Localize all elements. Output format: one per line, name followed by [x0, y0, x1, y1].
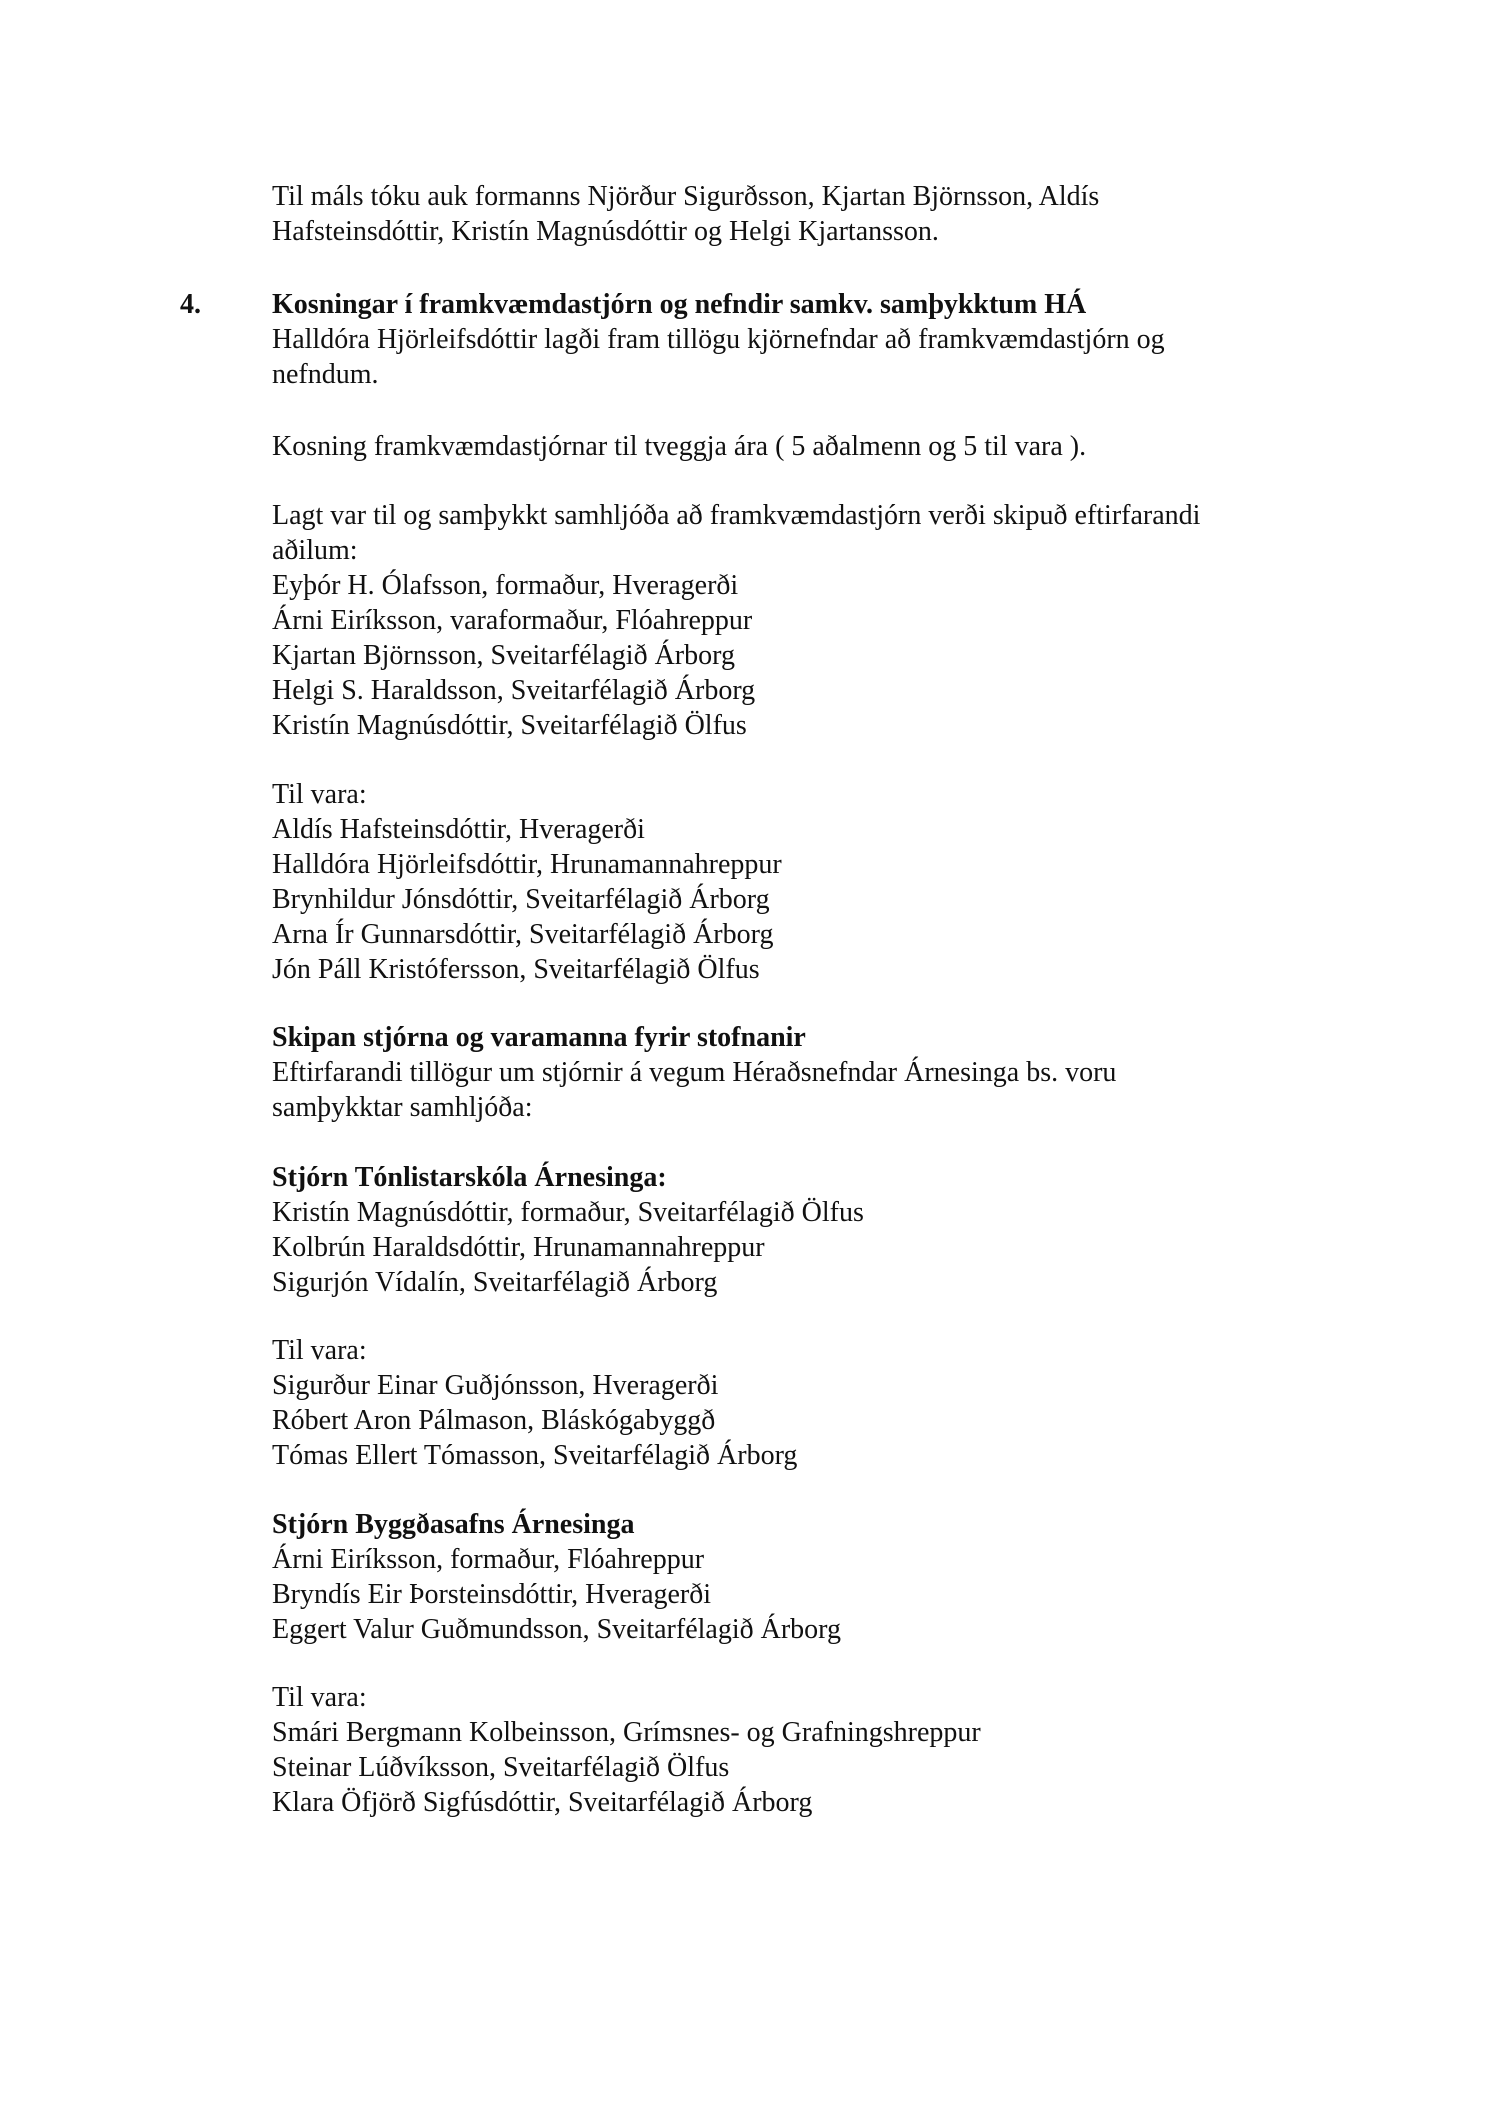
member-line: Aldís Hafsteinsdóttir, Hveragerði	[272, 814, 645, 845]
member-line: Kristín Magnúsdóttir, Sveitarfélagið Ölfus	[272, 710, 747, 741]
skipan-text-line: Eftirfarandi tillögur um stjórnir á vegum Héraðsnefndar Árnesinga bs. voru	[272, 1057, 1117, 1088]
member-line: Róbert Aron Pálmason, Bláskógabyggð	[272, 1405, 716, 1436]
framkvaemdastjorn-list	[272, 498, 1372, 743]
til-vara-label: Til vara:	[272, 1682, 367, 1713]
member-line: Sigurjón Vídalín, Sveitarfélagið Árborg	[272, 1267, 718, 1298]
byggdasafn-vara-list	[272, 1680, 1372, 1820]
member-line: Kolbrún Haraldsdóttir, Hrunamannahreppur	[272, 1232, 765, 1263]
tonlistarskoli-section	[272, 1160, 1372, 1300]
kosning-paragraph	[272, 429, 1372, 464]
member-line: Halldóra Hjörleifsdóttir, Hrunamannahreppur	[272, 849, 782, 880]
member-line: Kjartan Björnsson, Sveitarfélagið Árborg	[272, 640, 735, 671]
member-line: Árni Eiríksson, formaður, Flóahreppur	[272, 1544, 705, 1575]
section-4	[272, 287, 1372, 392]
member-line: Tómas Ellert Tómasson, Sveitarfélagið Árborg	[272, 1440, 798, 1471]
intro-line: Hafsteinsdóttir, Kristín Magnúsdóttir og Helgi Kjartansson.	[272, 216, 939, 247]
intro-line: Til máls tóku auk formanns Njörður Sigurðsson, Kjartan Björnsson, Aldís	[272, 181, 1100, 212]
section-text-line: nefndum.	[272, 359, 379, 390]
member-line: Bryndís Eir Þorsteinsdóttir, Hveragerði	[272, 1579, 712, 1610]
byggdasafn-section	[272, 1507, 1372, 1647]
framkvaemdastjorn-vara-list	[272, 777, 1372, 987]
kosning-line: Kosning framkvæmdastjórnar til tveggja ára ( 5 aðalmenn og 5 til vara ).	[272, 431, 1087, 462]
member-line: Brynhildur Jónsdóttir, Sveitarfélagið Árborg	[272, 884, 770, 915]
til-vara-label: Til vara:	[272, 779, 367, 810]
intro-paragraph	[272, 179, 1372, 249]
byggdasafn-heading: Stjórn Byggðasafns Árnesinga	[272, 1509, 635, 1540]
tonlistarskoli-vara-list	[272, 1333, 1372, 1473]
skipan-heading: Skipan stjórna og varamanna fyrir stofnanir	[272, 1022, 806, 1053]
member-line: Klara Öfjörð Sigfúsdóttir, Sveitarfélagið Árborg	[272, 1787, 813, 1818]
section-number: 4.	[180, 289, 201, 320]
member-line: Steinar Lúðvíksson, Sveitarfélagið Ölfus	[272, 1752, 730, 1783]
member-line: Árni Eiríksson, varaformaður, Flóahreppur	[272, 605, 753, 636]
member-line: Jón Páll Kristófersson, Sveitarfélagið Ölfus	[272, 954, 760, 985]
member-line: Helgi S. Haraldsson, Sveitarfélagið Árborg	[272, 675, 756, 706]
skipan-text-line: samþykktar samhljóða:	[272, 1092, 533, 1123]
member-line: Arna Ír Gunnarsdóttir, Sveitarfélagið Árborg	[272, 919, 774, 950]
member-line: Kristín Magnúsdóttir, formaður, Sveitarfélagið Ölfus	[272, 1197, 864, 1228]
tonlistarskoli-heading: Stjórn Tónlistarskóla Árnesinga:	[272, 1162, 667, 1193]
section-heading: Kosningar í framkvæmdastjórn og nefndir samkv. samþykktum HÁ	[272, 289, 1087, 320]
section-text-line: Halldóra Hjörleifsdóttir lagði fram tillögu kjörnefndar að framkvæmdastjórn og	[272, 324, 1165, 355]
lagt-line: Lagt var til og samþykkt samhljóða að framkvæmdastjórn verði skipuð eftirfarandi	[272, 500, 1201, 531]
skipan-section	[272, 1020, 1372, 1125]
member-line: Eggert Valur Guðmundsson, Sveitarfélagið Árborg	[272, 1614, 841, 1645]
member-line: Eyþór H. Ólafsson, formaður, Hveragerði	[272, 570, 739, 601]
lagt-line: aðilum:	[272, 535, 358, 566]
til-vara-label: Til vara:	[272, 1335, 367, 1366]
member-line: Sigurður Einar Guðjónsson, Hveragerði	[272, 1370, 719, 1401]
member-line: Smári Bergmann Kolbeinsson, Grímsnes- og Grafningshreppur	[272, 1717, 981, 1748]
